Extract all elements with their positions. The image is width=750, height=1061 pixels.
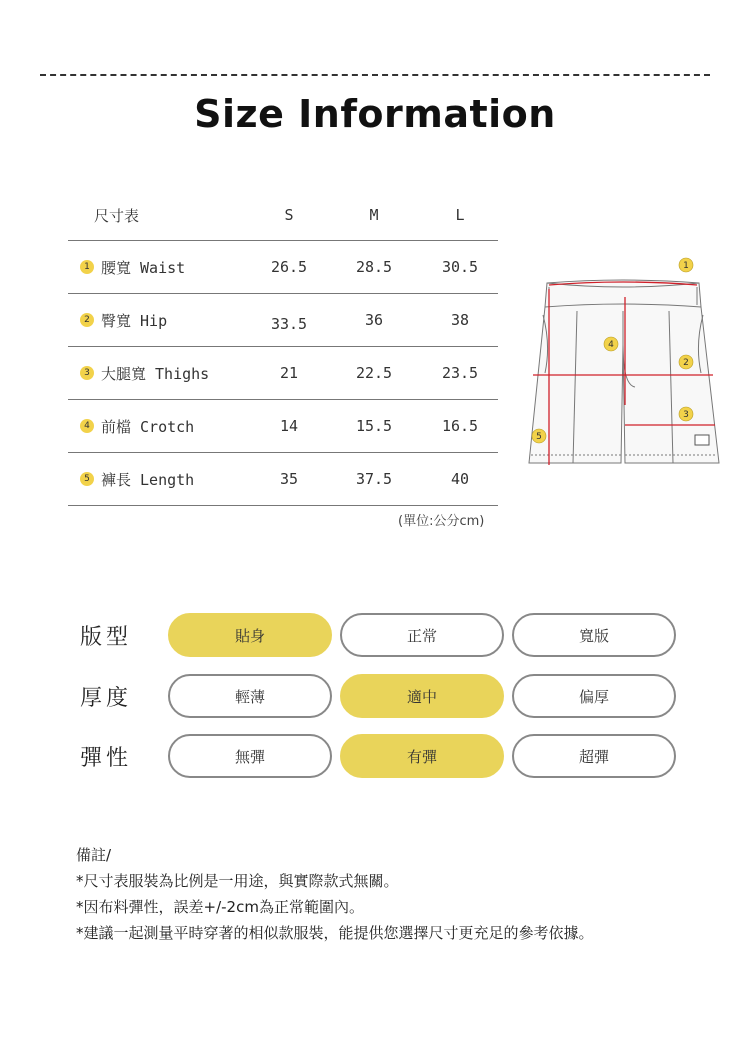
stretch-option-none: 無彈 [168,734,332,778]
header-size-s: S [284,206,294,224]
cell-s: 21 [279,364,299,382]
row-label: 前檔 Crotch [101,417,195,436]
size-table [68,190,498,506]
cell-m: 22.5 [355,364,393,382]
marker-3-label: 3 [683,410,689,420]
row-label: 褲長 Length [101,470,195,489]
number-badge: 2 [80,313,94,327]
cell-l: 23.5 [441,364,479,382]
table-row [68,453,498,506]
attribute-label: 彈性 [80,745,133,771]
row-label: 大腿寬 Thighs [101,364,210,383]
marker-2-label: 2 [683,358,689,368]
row-label: 腰寬 Waist [101,258,186,277]
number-badge: 3 [80,366,94,380]
logo-tag-icon [695,435,709,445]
attribute-stretch-row [80,734,680,778]
cell-m: 36 [364,311,384,329]
cell-s: 33.5 [270,315,308,333]
attribute-fit-row [80,613,680,657]
header-size-l: L [455,206,465,224]
cell-m: 37.5 [355,470,393,488]
table-header-row [68,190,498,241]
attribute-thickness-row [80,674,680,718]
notes-section [76,842,716,946]
fit-option-slim: 貼身 [168,613,332,657]
note-line: *建議一起測量平時穿著的相似款服裝，能提供您選擇尺寸更充足的參考依據。 [76,924,594,942]
cell-m: 15.5 [355,417,393,435]
stretch-option-super: 超彈 [512,734,676,778]
marker-5-label: 5 [536,432,542,442]
cell-l: 30.5 [441,258,479,276]
header-label: 尺寸表 [94,206,140,225]
number-badge: 4 [80,419,94,433]
row-label: 臀寬 Hip [101,311,168,330]
number-badge: 5 [80,472,94,486]
unit-note: (單位:公分cm) [398,514,485,529]
page-title: Size Information [194,92,556,136]
thickness-option-thick: 偏厚 [512,674,676,718]
header-size-m: M [369,206,379,224]
thickness-option-medium: 適中 [340,674,504,718]
fit-option-regular: 正常 [340,613,504,657]
fit-option-wide: 寬版 [512,613,676,657]
attribute-label: 厚度 [80,685,133,711]
table-row [68,400,498,453]
number-badge: 1 [80,260,94,274]
note-line: *尺寸表服裝為比例是一用途，與實際款式無關。 [76,872,399,890]
cell-s: 14 [279,417,299,435]
notes-heading: 備註/ [76,846,112,864]
marker-4-label: 4 [608,340,614,350]
note-line: *因布料彈性，誤差+/-2cm為正常範圍內。 [76,898,364,916]
cell-m: 28.5 [355,258,393,276]
thickness-option-thin: 輕薄 [168,674,332,718]
cell-l: 40 [450,470,470,488]
table-row [68,241,498,294]
marker-1-label: 1 [683,261,689,271]
dashed-divider [40,74,710,76]
stretch-option-some: 有彈 [340,734,504,778]
table-row [68,294,498,347]
attribute-label: 版型 [80,624,133,650]
cell-l: 16.5 [441,417,479,435]
table-row [68,347,498,400]
cell-s: 26.5 [270,258,308,276]
shorts-outline-icon [529,280,719,463]
shorts-measurement-diagram [523,255,723,470]
cell-s: 35 [279,470,299,488]
cell-l: 38 [450,311,470,329]
